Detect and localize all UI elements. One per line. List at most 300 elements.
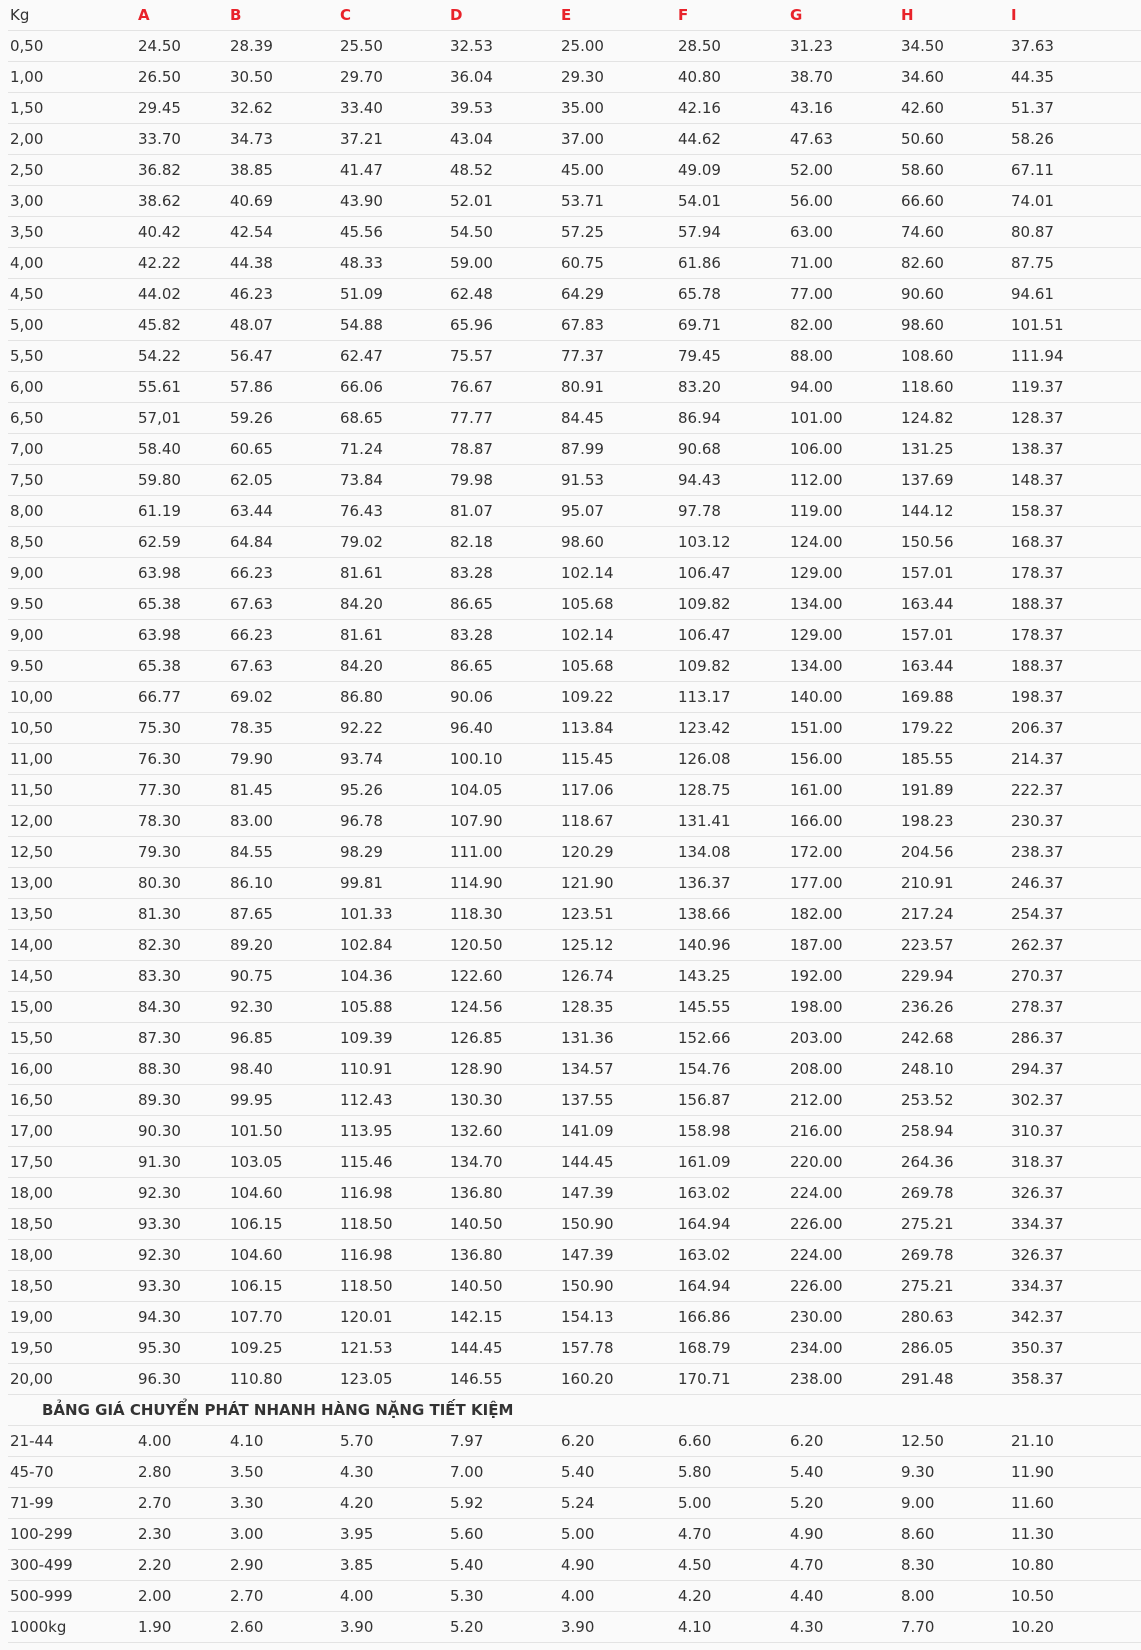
price-cell: 10.20 xyxy=(1009,1612,1141,1643)
weight-cell: 9,00 xyxy=(8,620,136,651)
price-cell: 358.37 xyxy=(1009,1364,1141,1395)
price-cell: 4.70 xyxy=(676,1519,788,1550)
price-cell: 96.40 xyxy=(448,713,559,744)
weight-cell: 0,50 xyxy=(8,31,136,62)
price-cell: 122.60 xyxy=(448,961,559,992)
price-cell: 172.00 xyxy=(788,837,899,868)
table-row xyxy=(8,899,1141,930)
price-cell: 57,01 xyxy=(136,403,228,434)
price-cell: 87.65 xyxy=(228,899,338,930)
weight-cell: 14,50 xyxy=(8,961,136,992)
table-header xyxy=(8,0,1141,31)
price-cell: 5.00 xyxy=(559,1519,676,1550)
price-cell: 124.00 xyxy=(788,527,899,558)
price-cell: 137.69 xyxy=(899,465,1009,496)
price-cell: 126.08 xyxy=(676,744,788,775)
price-cell: 54.50 xyxy=(448,217,559,248)
price-cell: 62.48 xyxy=(448,279,559,310)
price-cell: 2.90 xyxy=(228,1550,338,1581)
weight-cell: 9.50 xyxy=(8,651,136,682)
price-cell: 42.54 xyxy=(228,217,338,248)
price-cell: 95.07 xyxy=(559,496,676,527)
price-cell: 77.37 xyxy=(559,341,676,372)
price-cell: 109.82 xyxy=(676,589,788,620)
price-cell: 93.30 xyxy=(136,1271,228,1302)
header-zone-h: H xyxy=(899,0,1009,31)
price-cell: 40.80 xyxy=(676,62,788,93)
price-cell: 62.05 xyxy=(228,465,338,496)
table-row xyxy=(8,465,1141,496)
price-cell: 89.30 xyxy=(136,1085,228,1116)
table-row xyxy=(8,496,1141,527)
table-row xyxy=(8,1209,1141,1240)
price-cell: 101.00 xyxy=(788,403,899,434)
price-cell: 206.37 xyxy=(1009,713,1141,744)
price-cell: 65.38 xyxy=(136,589,228,620)
price-cell: 69.71 xyxy=(676,310,788,341)
price-cell: 84.20 xyxy=(338,589,448,620)
price-cell: 32.62 xyxy=(228,93,338,124)
price-cell: 42.60 xyxy=(899,93,1009,124)
price-cell: 151.00 xyxy=(788,713,899,744)
price-cell: 31.23 xyxy=(788,31,899,62)
price-cell: 138.66 xyxy=(676,899,788,930)
table-row xyxy=(8,992,1141,1023)
price-cell: 51.37 xyxy=(1009,93,1141,124)
price-cell: 34.73 xyxy=(228,124,338,155)
weight-cell: 7,00 xyxy=(8,434,136,465)
price-cell: 126.74 xyxy=(559,961,676,992)
weight-cell: 4,50 xyxy=(8,279,136,310)
price-cell: 87.99 xyxy=(559,434,676,465)
price-cell: 88.30 xyxy=(136,1054,228,1085)
price-cell: 104.60 xyxy=(228,1240,338,1271)
price-cell: 134.70 xyxy=(448,1147,559,1178)
price-cell: 37.00 xyxy=(559,124,676,155)
price-cell: 134.57 xyxy=(559,1054,676,1085)
price-cell: 187.00 xyxy=(788,930,899,961)
price-cell: 108.60 xyxy=(899,341,1009,372)
price-cell: 52.00 xyxy=(788,155,899,186)
price-cell: 34.50 xyxy=(899,31,1009,62)
price-cell: 61.86 xyxy=(676,248,788,279)
price-cell: 113.95 xyxy=(338,1116,448,1147)
price-cell: 80.87 xyxy=(1009,217,1141,248)
price-cell: 11.30 xyxy=(1009,1519,1141,1550)
weight-cell: 7,50 xyxy=(8,465,136,496)
price-cell: 118.50 xyxy=(338,1209,448,1240)
price-cell: 246.37 xyxy=(1009,868,1141,899)
price-cell: 80.30 xyxy=(136,868,228,899)
price-cell: 88.00 xyxy=(788,341,899,372)
price-cell: 81.61 xyxy=(338,558,448,589)
header-row xyxy=(8,0,1141,31)
price-cell: 45.56 xyxy=(338,217,448,248)
price-cell: 45.00 xyxy=(559,155,676,186)
price-cell: 94.00 xyxy=(788,372,899,403)
price-cell: 105.68 xyxy=(559,589,676,620)
price-cell: 93.30 xyxy=(136,1209,228,1240)
price-cell: 179.22 xyxy=(899,713,1009,744)
table-row xyxy=(8,806,1141,837)
price-cell: 163.44 xyxy=(899,589,1009,620)
price-cell: 101.51 xyxy=(1009,310,1141,341)
price-cell: 54.22 xyxy=(136,341,228,372)
price-cell: 54.88 xyxy=(338,310,448,341)
price-cell: 160.20 xyxy=(559,1364,676,1395)
weight-cell: 1,00 xyxy=(8,62,136,93)
price-cell: 140.96 xyxy=(676,930,788,961)
weight-cell: 18,50 xyxy=(8,1209,136,1240)
price-cell: 36.04 xyxy=(448,62,559,93)
weight-cell: 10,50 xyxy=(8,713,136,744)
price-cell: 9.00 xyxy=(899,1488,1009,1519)
price-cell: 95.30 xyxy=(136,1333,228,1364)
price-cell: 198.23 xyxy=(899,806,1009,837)
table-row xyxy=(8,1085,1141,1116)
price-cell: 131.36 xyxy=(559,1023,676,1054)
price-cell: 90.68 xyxy=(676,434,788,465)
price-cell: 79.90 xyxy=(228,744,338,775)
table-row xyxy=(8,62,1141,93)
price-cell: 41.47 xyxy=(338,155,448,186)
table-row xyxy=(8,961,1141,992)
table-row xyxy=(8,1116,1141,1147)
weight-cell: 13,00 xyxy=(8,868,136,899)
price-cell: 113.17 xyxy=(676,682,788,713)
price-cell: 4.30 xyxy=(788,1612,899,1643)
price-cell: 182.00 xyxy=(788,899,899,930)
price-cell: 157.78 xyxy=(559,1333,676,1364)
price-cell: 150.90 xyxy=(559,1271,676,1302)
weight-cell: 9,00 xyxy=(8,558,136,589)
price-cell: 1.90 xyxy=(136,1612,228,1643)
price-cell: 77.30 xyxy=(136,775,228,806)
price-cell: 67.63 xyxy=(228,589,338,620)
table-row xyxy=(8,155,1141,186)
price-cell: 157.01 xyxy=(899,620,1009,651)
price-cell: 36.82 xyxy=(136,155,228,186)
price-cell: 3.95 xyxy=(338,1519,448,1550)
price-cell: 76.67 xyxy=(448,372,559,403)
table-row xyxy=(8,868,1141,899)
price-cell: 3.00 xyxy=(228,1519,338,1550)
weight-cell: 17,50 xyxy=(8,1147,136,1178)
price-cell: 60.75 xyxy=(559,248,676,279)
price-cell: 62.47 xyxy=(338,341,448,372)
price-cell: 38.62 xyxy=(136,186,228,217)
table-row xyxy=(8,1519,1141,1550)
price-cell: 96.78 xyxy=(338,806,448,837)
table-row xyxy=(8,1023,1141,1054)
price-cell: 3.30 xyxy=(228,1488,338,1519)
price-cell: 94.61 xyxy=(1009,279,1141,310)
weight-cell: 100-299 xyxy=(8,1519,136,1550)
price-cell: 103.05 xyxy=(228,1147,338,1178)
price-cell: 8.60 xyxy=(899,1519,1009,1550)
price-cell: 95.26 xyxy=(338,775,448,806)
price-cell: 39.53 xyxy=(448,93,559,124)
price-cell: 75.30 xyxy=(136,713,228,744)
price-cell: 35.00 xyxy=(559,93,676,124)
price-cell: 96.85 xyxy=(228,1023,338,1054)
price-cell: 234.00 xyxy=(788,1333,899,1364)
price-cell: 63.98 xyxy=(136,558,228,589)
price-cell: 138.37 xyxy=(1009,434,1141,465)
price-cell: 83.30 xyxy=(136,961,228,992)
price-cell: 29.30 xyxy=(559,62,676,93)
price-cell: 238.00 xyxy=(788,1364,899,1395)
price-cell: 83.20 xyxy=(676,372,788,403)
price-cell: 156.87 xyxy=(676,1085,788,1116)
price-cell: 6.20 xyxy=(788,1426,899,1457)
price-cell: 120.50 xyxy=(448,930,559,961)
price-cell: 82.00 xyxy=(788,310,899,341)
price-cell: 278.37 xyxy=(1009,992,1141,1023)
price-cell: 69.02 xyxy=(228,682,338,713)
price-cell: 105.88 xyxy=(338,992,448,1023)
table-row xyxy=(8,1426,1141,1457)
weight-cell: 500-999 xyxy=(8,1581,136,1612)
price-cell: 286.05 xyxy=(899,1333,1009,1364)
price-cell: 5.40 xyxy=(448,1550,559,1581)
table-row xyxy=(8,1457,1141,1488)
price-cell: 147.39 xyxy=(559,1240,676,1271)
price-cell: 134.00 xyxy=(788,651,899,682)
price-cell: 40.69 xyxy=(228,186,338,217)
price-cell: 24.50 xyxy=(136,31,228,62)
price-cell: 264.36 xyxy=(899,1147,1009,1178)
table-row xyxy=(8,651,1141,682)
price-cell: 116.98 xyxy=(338,1178,448,1209)
price-cell: 117.06 xyxy=(559,775,676,806)
price-cell: 124.82 xyxy=(899,403,1009,434)
price-cell: 4.50 xyxy=(676,1550,788,1581)
price-cell: 64.29 xyxy=(559,279,676,310)
price-cell: 105.68 xyxy=(559,651,676,682)
price-cell: 217.24 xyxy=(899,899,1009,930)
price-cell: 2.00 xyxy=(136,1581,228,1612)
price-cell: 147.39 xyxy=(559,1178,676,1209)
price-cell: 178.37 xyxy=(1009,620,1141,651)
price-cell: 98.60 xyxy=(899,310,1009,341)
price-cell: 21.10 xyxy=(1009,1426,1141,1457)
price-cell: 91.30 xyxy=(136,1147,228,1178)
price-cell: 98.60 xyxy=(559,527,676,558)
price-cell: 152.66 xyxy=(676,1023,788,1054)
price-cell: 7.97 xyxy=(448,1426,559,1457)
price-cell: 107.90 xyxy=(448,806,559,837)
table-row xyxy=(8,1612,1141,1643)
price-cell: 71.00 xyxy=(788,248,899,279)
price-cell: 302.37 xyxy=(1009,1085,1141,1116)
price-cell: 44.35 xyxy=(1009,62,1141,93)
price-cell: 30.50 xyxy=(228,62,338,93)
price-cell: 5.80 xyxy=(676,1457,788,1488)
price-cell: 185.55 xyxy=(899,744,1009,775)
price-cell: 121.53 xyxy=(338,1333,448,1364)
price-cell: 125.12 xyxy=(559,930,676,961)
price-cell: 350.37 xyxy=(1009,1333,1141,1364)
header-zone-c: C xyxy=(338,0,448,31)
price-cell: 4.90 xyxy=(788,1519,899,1550)
price-cell: 58.26 xyxy=(1009,124,1141,155)
price-cell: 132.60 xyxy=(448,1116,559,1147)
price-cell: 66.77 xyxy=(136,682,228,713)
table-row xyxy=(8,341,1141,372)
section-title-row xyxy=(8,1395,1141,1426)
header-kg: Kg xyxy=(8,0,136,31)
price-cell: 4.20 xyxy=(676,1581,788,1612)
price-cell: 63.98 xyxy=(136,620,228,651)
price-cell: 2.60 xyxy=(228,1612,338,1643)
price-cell: 56.47 xyxy=(228,341,338,372)
price-cell: 44.62 xyxy=(676,124,788,155)
price-cell: 131.25 xyxy=(899,434,1009,465)
price-cell: 145.55 xyxy=(676,992,788,1023)
price-cell: 11.90 xyxy=(1009,1457,1141,1488)
table-row xyxy=(8,930,1141,961)
price-cell: 92.30 xyxy=(228,992,338,1023)
weight-cell: 2,50 xyxy=(8,155,136,186)
price-cell: 5.20 xyxy=(448,1612,559,1643)
header-zone-f: F xyxy=(676,0,788,31)
price-cell: 275.21 xyxy=(899,1209,1009,1240)
weight-cell: 9.50 xyxy=(8,589,136,620)
price-cell: 65.78 xyxy=(676,279,788,310)
price-cell: 68.65 xyxy=(338,403,448,434)
price-cell: 310.37 xyxy=(1009,1116,1141,1147)
price-cell: 59.80 xyxy=(136,465,228,496)
price-cell: 12.50 xyxy=(899,1426,1009,1457)
table-row xyxy=(8,31,1141,62)
header-zone-b: B xyxy=(228,0,338,31)
weight-cell: 19,50 xyxy=(8,1333,136,1364)
price-cell: 65.96 xyxy=(448,310,559,341)
price-cell: 4.30 xyxy=(338,1457,448,1488)
price-cell: 106.15 xyxy=(228,1271,338,1302)
price-cell: 10.80 xyxy=(1009,1550,1141,1581)
price-cell: 29.70 xyxy=(338,62,448,93)
table-row xyxy=(8,186,1141,217)
price-cell: 60.65 xyxy=(228,434,338,465)
price-cell: 291.48 xyxy=(899,1364,1009,1395)
price-cell: 90.30 xyxy=(136,1116,228,1147)
table-row xyxy=(8,775,1141,806)
table-row xyxy=(8,248,1141,279)
price-cell: 25.50 xyxy=(338,31,448,62)
price-cell: 198.00 xyxy=(788,992,899,1023)
table-body xyxy=(8,31,1141,1643)
price-cell: 141.09 xyxy=(559,1116,676,1147)
price-cell: 90.06 xyxy=(448,682,559,713)
price-cell: 178.37 xyxy=(1009,558,1141,589)
price-cell: 238.37 xyxy=(1009,837,1141,868)
table-row xyxy=(8,93,1141,124)
price-cell: 71.24 xyxy=(338,434,448,465)
price-cell: 98.29 xyxy=(338,837,448,868)
weight-cell: 300-499 xyxy=(8,1550,136,1581)
price-cell: 61.19 xyxy=(136,496,228,527)
price-cell: 81.07 xyxy=(448,496,559,527)
price-cell: 154.76 xyxy=(676,1054,788,1085)
price-cell: 94.30 xyxy=(136,1302,228,1333)
price-cell: 154.13 xyxy=(559,1302,676,1333)
price-cell: 254.37 xyxy=(1009,899,1141,930)
price-cell: 4.00 xyxy=(559,1581,676,1612)
price-cell: 82.60 xyxy=(899,248,1009,279)
price-cell: 224.00 xyxy=(788,1240,899,1271)
price-cell: 253.52 xyxy=(899,1085,1009,1116)
price-cell: 90.60 xyxy=(899,279,1009,310)
price-cell: 269.78 xyxy=(899,1178,1009,1209)
price-cell: 123.05 xyxy=(338,1364,448,1395)
weight-cell: 3,50 xyxy=(8,217,136,248)
price-cell: 7.00 xyxy=(448,1457,559,1488)
price-cell: 4.40 xyxy=(788,1581,899,1612)
price-cell: 168.37 xyxy=(1009,527,1141,558)
price-cell: 112.43 xyxy=(338,1085,448,1116)
price-cell: 40.42 xyxy=(136,217,228,248)
weight-cell: 2,00 xyxy=(8,124,136,155)
price-cell: 57.86 xyxy=(228,372,338,403)
weight-cell: 6,00 xyxy=(8,372,136,403)
price-cell: 294.37 xyxy=(1009,1054,1141,1085)
price-cell: 9.30 xyxy=(899,1457,1009,1488)
table-row xyxy=(8,1364,1141,1395)
price-cell: 104.36 xyxy=(338,961,448,992)
price-cell: 6.60 xyxy=(676,1426,788,1457)
price-cell: 44.02 xyxy=(136,279,228,310)
price-cell: 342.37 xyxy=(1009,1302,1141,1333)
price-cell: 150.90 xyxy=(559,1209,676,1240)
header-zone-i: I xyxy=(1009,0,1141,31)
price-cell: 87.30 xyxy=(136,1023,228,1054)
price-cell: 124.56 xyxy=(448,992,559,1023)
price-cell: 226.00 xyxy=(788,1271,899,1302)
price-cell: 157.01 xyxy=(899,558,1009,589)
price-cell: 106.15 xyxy=(228,1209,338,1240)
price-cell: 101.50 xyxy=(228,1116,338,1147)
price-cell: 6.20 xyxy=(559,1426,676,1457)
price-cell: 84.30 xyxy=(136,992,228,1023)
weight-cell: 8,00 xyxy=(8,496,136,527)
price-cell: 170.71 xyxy=(676,1364,788,1395)
price-cell: 5.24 xyxy=(559,1488,676,1519)
price-cell: 3.90 xyxy=(338,1612,448,1643)
price-cell: 86.10 xyxy=(228,868,338,899)
price-cell: 54.01 xyxy=(676,186,788,217)
table-row xyxy=(8,124,1141,155)
price-cell: 52.01 xyxy=(448,186,559,217)
price-cell: 136.80 xyxy=(448,1240,559,1271)
price-cell: 230.37 xyxy=(1009,806,1141,837)
weight-cell: 1000kg xyxy=(8,1612,136,1643)
price-cell: 8.00 xyxy=(899,1581,1009,1612)
price-cell: 32.53 xyxy=(448,31,559,62)
weight-cell: 6,50 xyxy=(8,403,136,434)
weight-cell: 18,00 xyxy=(8,1240,136,1271)
price-cell: 126.85 xyxy=(448,1023,559,1054)
price-cell: 28.39 xyxy=(228,31,338,62)
price-cell: 63.44 xyxy=(228,496,338,527)
price-cell: 242.68 xyxy=(899,1023,1009,1054)
price-cell: 48.52 xyxy=(448,155,559,186)
price-cell: 106.47 xyxy=(676,620,788,651)
price-cell: 94.43 xyxy=(676,465,788,496)
price-cell: 286.37 xyxy=(1009,1023,1141,1054)
price-cell: 57.94 xyxy=(676,217,788,248)
